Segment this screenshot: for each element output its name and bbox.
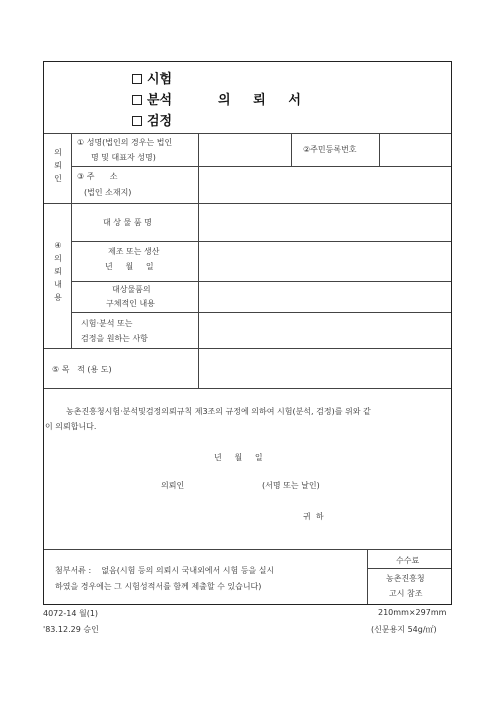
content-label-char: ④ [54,241,62,250]
rule-fee-divider [367,549,368,604]
production-label-line1: 제조 또는 생산 [108,247,160,256]
request-label-line2: 검정을 원하는 사항 [81,334,148,343]
content-label-char: 내 [54,280,62,289]
rule-requester-bottom [44,203,451,204]
requester-label-char: 인 [54,174,62,183]
content-label-char: 의 [54,254,62,263]
document-title: 의 뢰 서 [218,93,301,108]
requester-sign-label: 의뢰인 [161,481,185,490]
statement-line1: 농촌진흥청시험·분석및검정의뢰규칙 제3조의 규정에 의하여 시험(분석, 검정)를 위와 같 [66,407,371,416]
address-label-line1: ③ 주 소 [77,172,118,181]
rule-statement-bottom [44,549,451,550]
option-test-label: 시험 [147,72,173,87]
option-inspection[interactable] [132,110,172,129]
item-name-label: 대 상 물 품 명 [103,218,152,227]
rule-content-bottom [44,348,451,349]
attachment-line1: 첨부서류 : 없음(시험 등의 의뢰시 국내외에서 시험 등을 실시 [55,566,275,575]
name-label-line1: ① 성명(법인의 경우는 법인 [77,138,173,147]
analysis-checkbox[interactable] [132,95,142,105]
option-inspection-label: 검정 [147,114,173,129]
recipient-label: 귀 하 [303,512,324,521]
content-label-char: 용 [54,293,62,302]
request-label-line1: 시험·분석 또는 [81,319,133,328]
request-form [43,61,452,605]
rule-id-right [379,133,380,166]
sign-note: (서명 또는 날인) [262,481,320,490]
attachment-line2: 하였을 경우에는 그 시험성적서를 함께 제출할 수 있습니다) [55,582,262,591]
option-analysis[interactable] [132,89,172,108]
paper-type: (신문용지 54g/㎡) [371,625,437,634]
option-analysis-label: 분석 [147,93,173,108]
requester-label-char: 뢰 [54,161,62,170]
content-label-char: 뢰 [54,267,62,276]
requester-section-label [52,146,64,185]
rule-details-bottom [71,312,451,313]
rule-title-bottom [44,133,451,134]
test-checkbox[interactable] [132,74,142,84]
rule-id-left [291,133,292,166]
production-label-line2: 년 월 일 [105,262,154,271]
details-label-line2: 구체적인 내용 [106,299,155,308]
rule-fee-label-bottom [367,568,451,569]
fee-note-line1: 농촌진흥청 [386,574,425,583]
rule-section-divider [71,133,72,348]
inspection-checkbox[interactable] [132,116,142,126]
date-line: 년 월 일 [214,453,263,462]
approval-date: '83.12.29 승인 [43,625,99,634]
requester-label-char: 의 [54,148,62,157]
paper-size: 210mm×297mm [378,608,447,617]
id-number-label: ②주민등록번호 [303,145,357,154]
statement-line2: 이 의뢰합니다. [45,422,97,431]
fee-label: 수수료 [396,556,420,565]
rule-production-bottom [71,281,451,282]
address-label-line2: (법인 소재지) [84,188,132,197]
name-label-line2: 명 및 대표자 성명) [91,153,156,162]
option-test[interactable] [132,68,172,87]
fee-note-line2: 고시 참조 [389,589,423,598]
rule-label-divider [198,133,199,388]
rule-item-bottom [71,241,451,242]
content-section-label [52,239,64,304]
rule-name-bottom [71,166,451,167]
purpose-label: ⑤ 목 적 (용 도) [52,365,112,374]
form-number: 4072-14 월(1) [43,609,99,618]
rule-purpose-bottom [44,388,451,389]
details-label-line1: 대상물품의 [112,285,151,294]
